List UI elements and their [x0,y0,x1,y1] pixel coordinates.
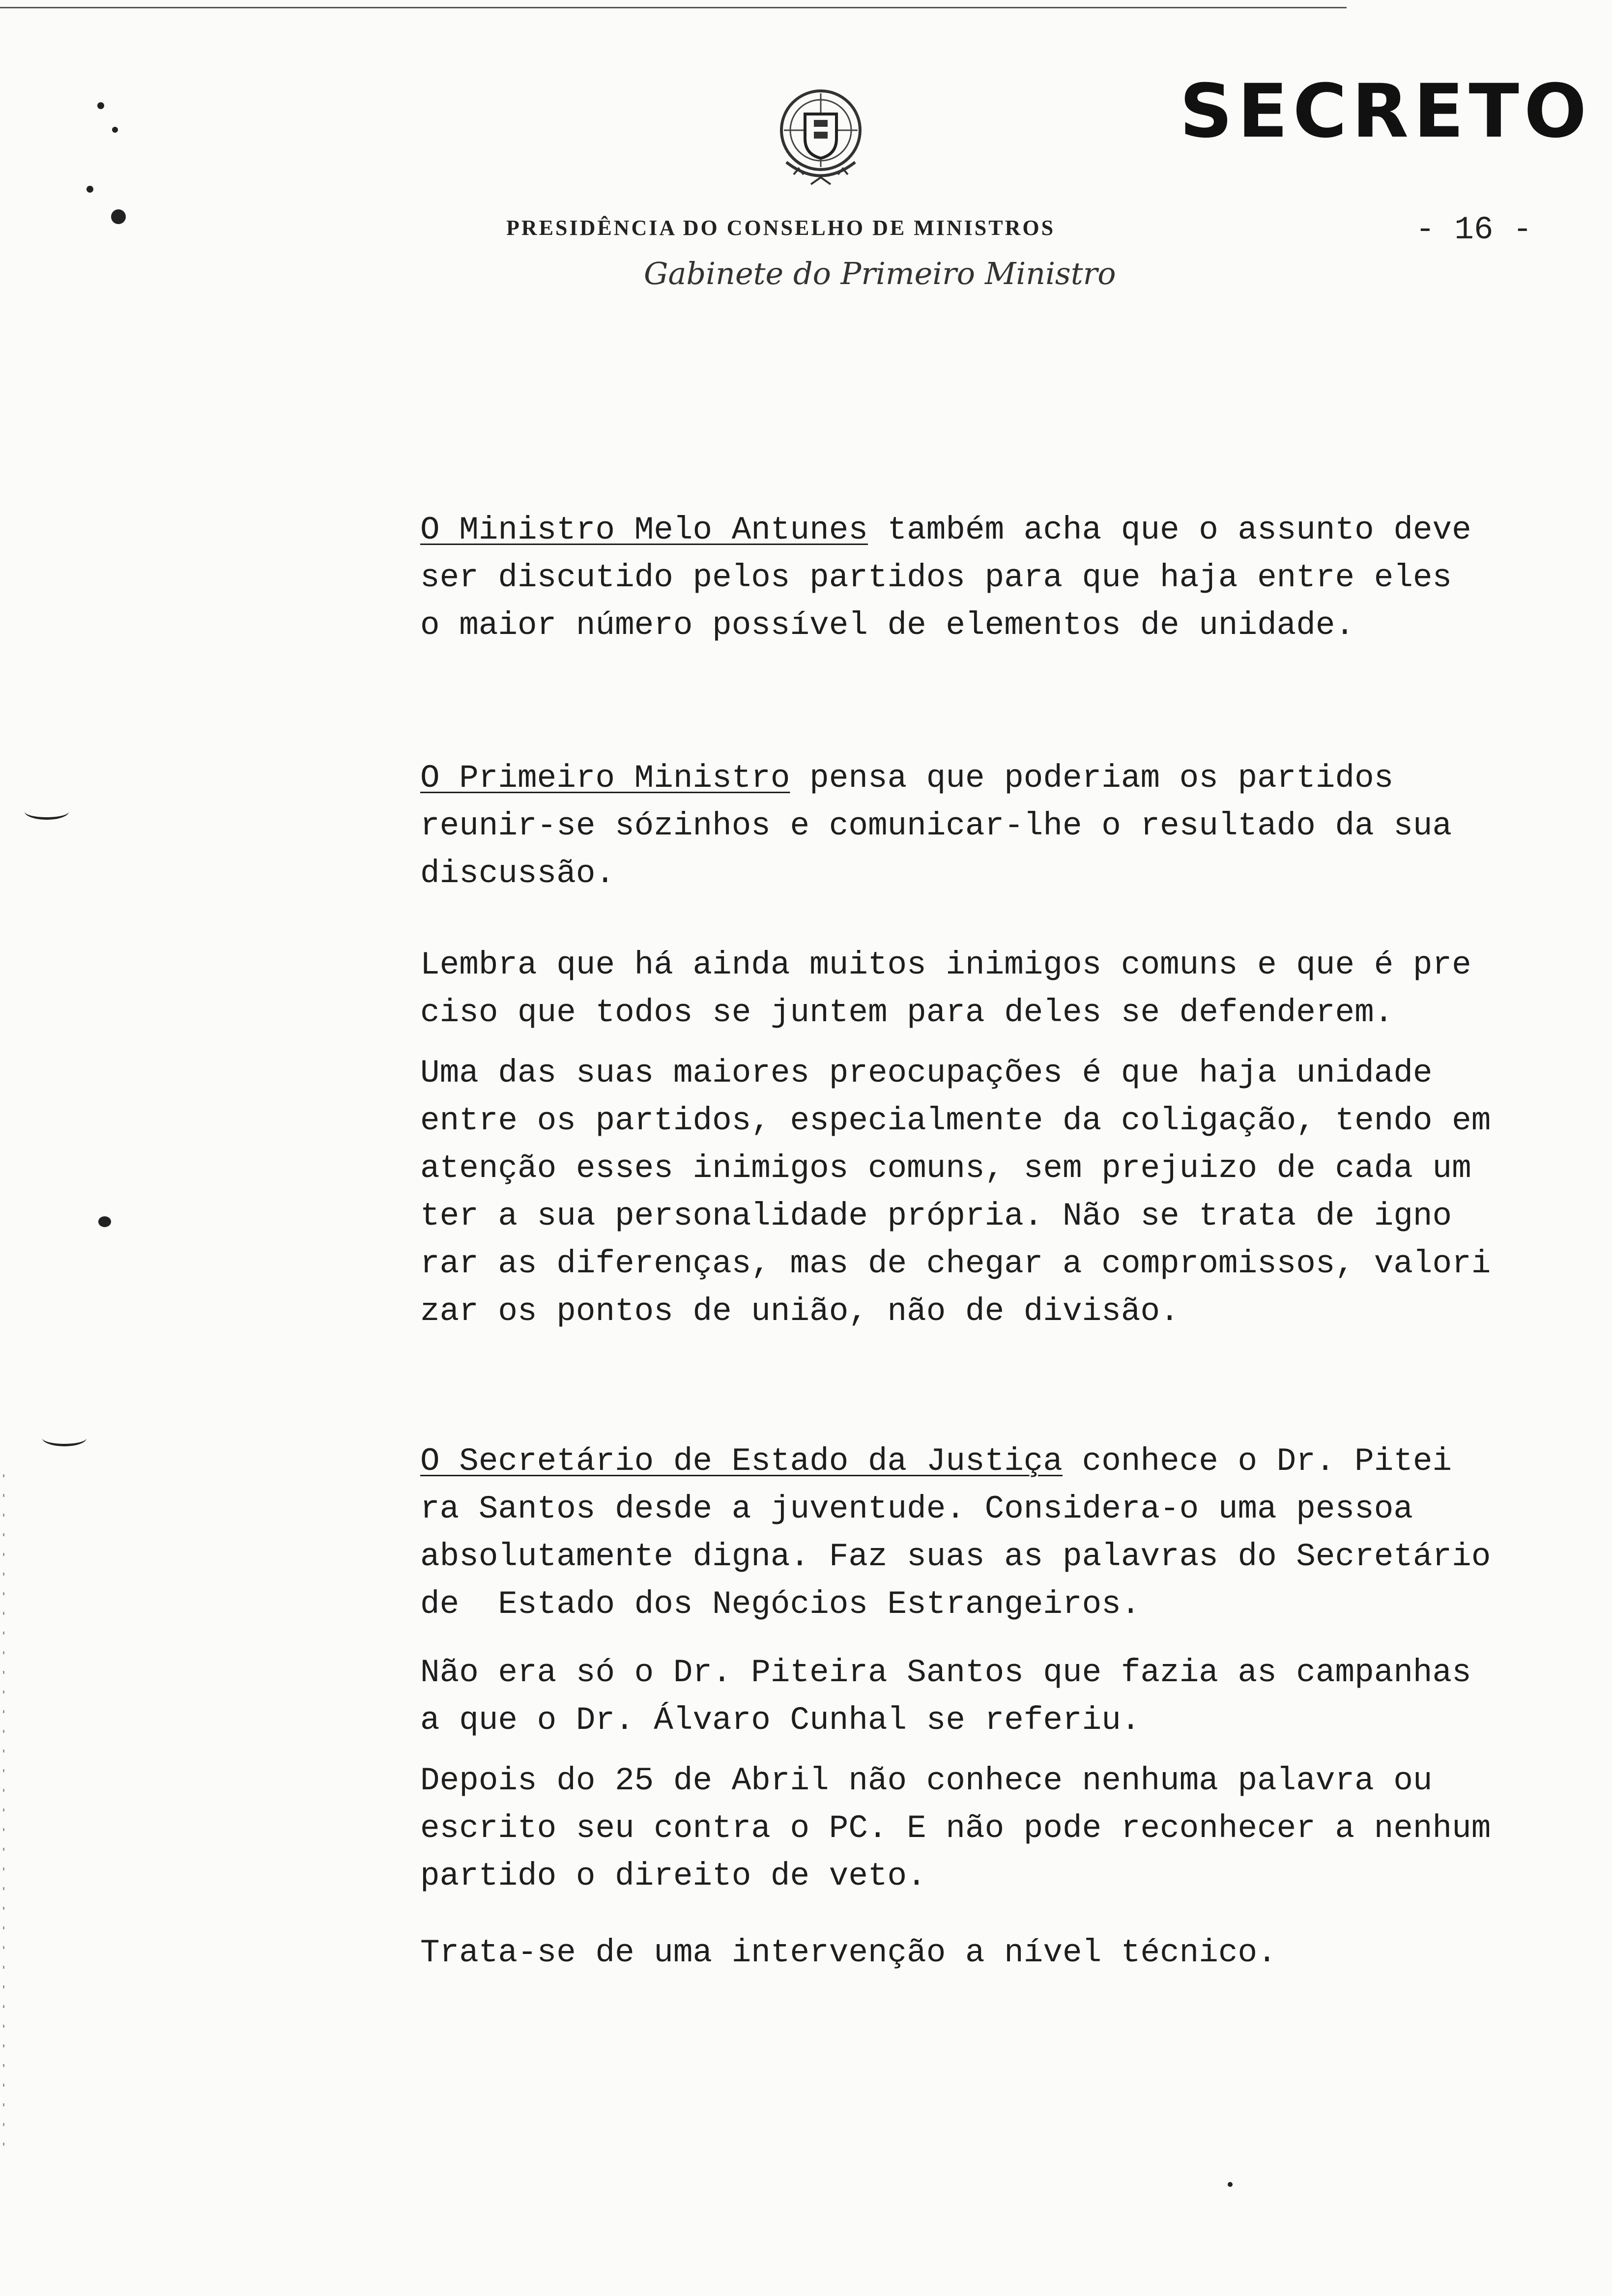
text-line: de Estado dos Negócios Estrangeiros. [420,1586,1141,1623]
cabinet-subtitle: Gabinete do Primeiro Ministro [644,256,1116,291]
text-line: também acha que o assunto deve [867,512,1471,548]
text-line: atenção esses inimigos comuns, sem prejuizo de cada um [420,1150,1471,1187]
text-line: absolutamente digna. Faz suas as palavras do Secretário [420,1538,1491,1575]
paragraph-inimigos-comuns [420,941,1551,1036]
speaker-name: O Ministro Melo Antunes [420,512,868,548]
paragraph-secretario-justica [420,1437,1551,1628]
coat-of-arms-icon [767,79,875,201]
margin-dots [3,1474,4,2162]
text-line: ra Santos desde a juventude. Considera-o uma pessoa [420,1491,1413,1527]
text-line: discussão. [420,855,615,892]
text-line: a que o Dr. Álvaro Cunhal se referiu. [420,1702,1141,1739]
punch-hole-mark [112,127,118,133]
text-line: Lembra que há ainda muitos inimigos comuns e que é pre [420,947,1471,983]
paragraph-unidade [420,1049,1551,1335]
text-line: zar os pontos de união, não de divisão. [420,1293,1180,1330]
speaker-name: O Primeiro Ministro [420,760,790,797]
issuing-office: PRESIDÊNCIA DO CONSELHO DE MINISTROS [506,216,1056,240]
punch-hole-mark [1228,2182,1233,2187]
binding-mark [42,1430,86,1446]
binding-mark [25,804,69,820]
speaker-name: O Secretário de Estado da Justiça [420,1443,1063,1480]
text-line: Uma das suas maiores preocupações é que haja unidade [420,1055,1433,1091]
text-line: pensa que poderiam os partidos [790,760,1394,797]
text-line: conhece o Dr. Pitei [1063,1443,1452,1480]
text-line: Trata-se de uma intervenção a nível técnico. [420,1934,1277,1971]
text-line: Não era só o Dr. Piteira Santos que fazia as campanhas [420,1654,1471,1691]
punch-hole-mark [98,1216,111,1227]
classification-stamp: SECRETO [1180,69,1592,154]
punch-hole-mark [111,209,126,224]
text-line: partido o direito de veto. [420,1858,926,1894]
paragraph-primeiro-ministro [420,754,1551,897]
punch-hole-mark [86,186,93,193]
text-line: reunir-se sózinhos e comunicar-lhe o resultado da sua [420,807,1452,844]
text-line: Depois do 25 de Abril não conhece nenhuma palavra ou [420,1762,1433,1799]
text-line: escrito seu contra o PC. E não pode reconhecer a nenhum [420,1810,1491,1847]
text-line: ciso que todos se juntem para deles se defenderem. [420,994,1394,1031]
top-edge-rule [0,7,1347,8]
text-line: rar as diferenças, mas de chegar a compromissos, valori [420,1245,1491,1282]
paragraph-melo-antunes [420,506,1551,649]
punch-hole-mark [97,102,104,109]
text-line: entre os partidos, especialmente da coligação, tendo em [420,1102,1491,1139]
paragraph-campanhas [420,1649,1551,1744]
text-line: ter a sua personalidade própria. Não se trata de igno [420,1198,1452,1234]
paragraph-25-abril [420,1757,1551,1900]
text-line: o maior número possível de elementos de unidade. [420,607,1355,644]
paragraph-nivel-tecnico [420,1929,1551,1977]
text-line: ser discutido pelos partidos para que haja entre eles [420,559,1452,596]
page-number: - 16 - [1415,211,1532,248]
